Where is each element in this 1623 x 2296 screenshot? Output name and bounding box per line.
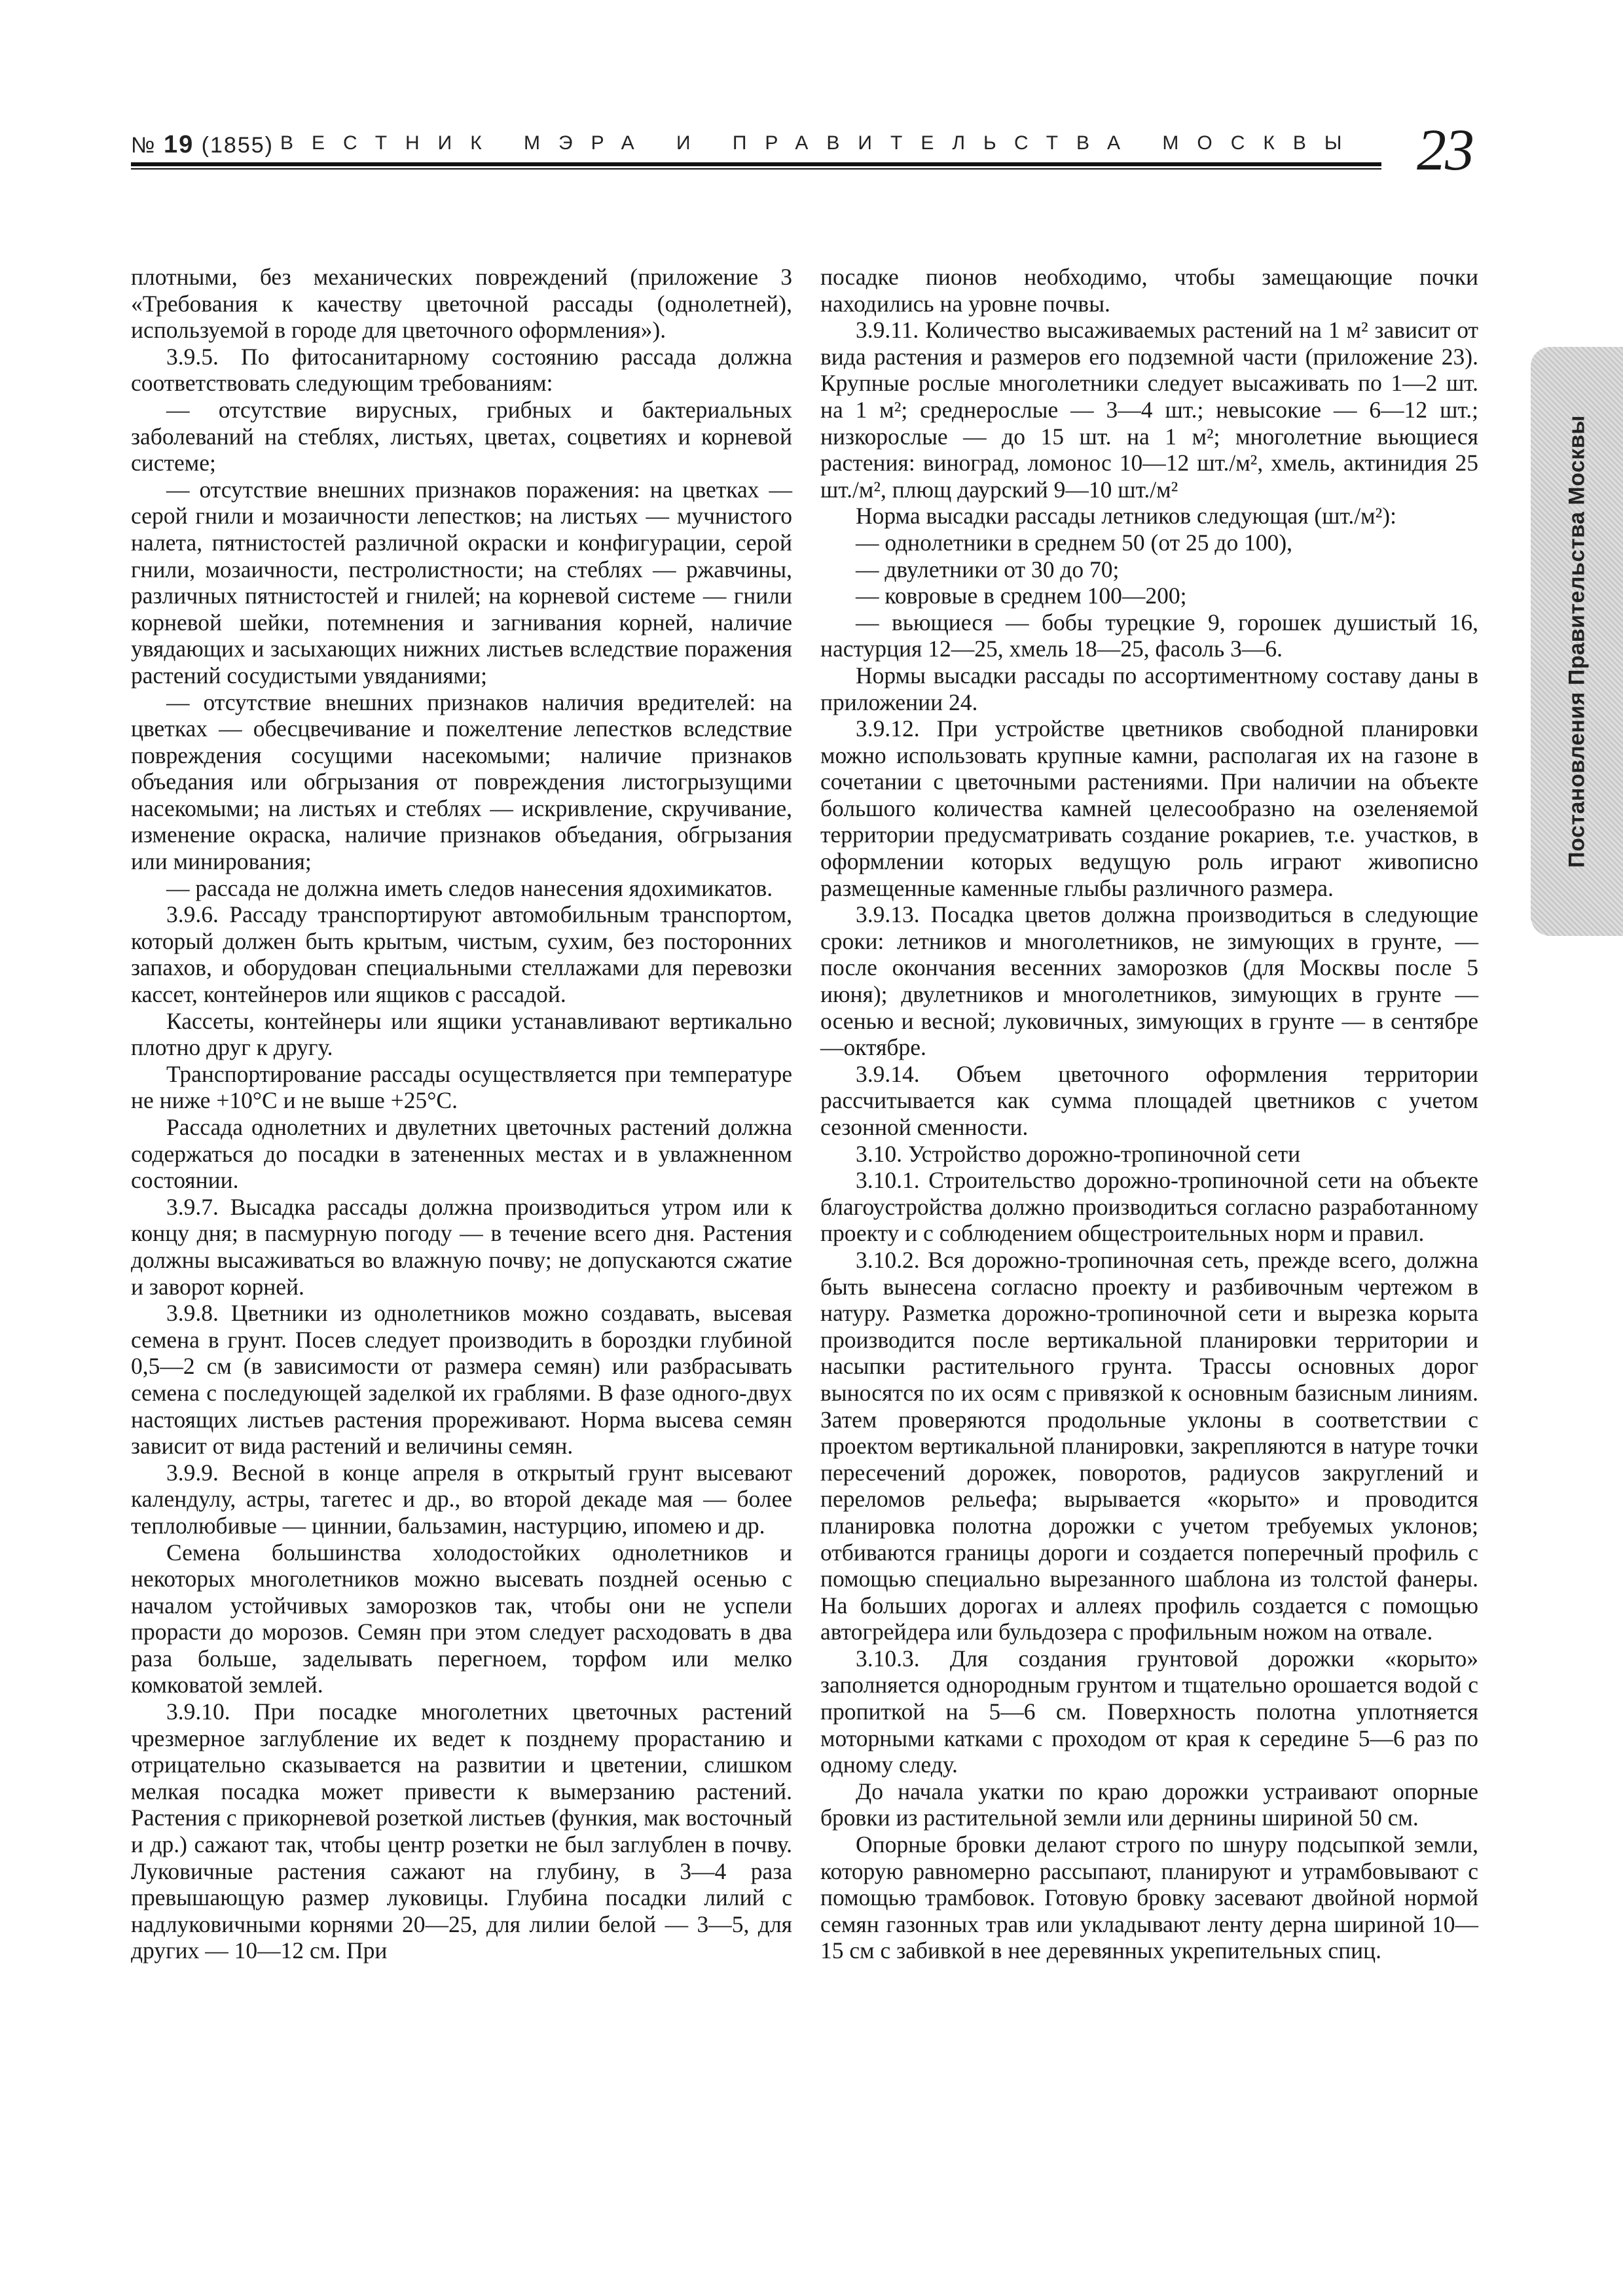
paragraph: — отсутствие вирусных, грибных и бактериальных заболеваний на стеблях, листьях, цветах, соцветиях и корневой системе; bbox=[131, 396, 792, 476]
paragraph: 3.10. Устройство дорожно-тропиночной сети bbox=[856, 1140, 1301, 1167]
paragraph: 3.9.5. По фитосанитарному состоянию рассада должна соответствовать следующим требованиям: bbox=[131, 343, 792, 397]
paragraph: Норма высадки рассады летников следующая (шт./м²): bbox=[856, 503, 1396, 529]
paragraph: 3.10.1. Строительство дорожно-тропиночной сети на объекте благоустройства должно производиться согласно разработанному проекту и с соблюдением общестроительных норм и правил. bbox=[820, 1167, 1478, 1247]
left-column bbox=[131, 264, 792, 1964]
paragraph: 3.10.3. Для создания грунтовой дорожки «корыто» заполняется однородным грунтом и тщательно орошается водой с пропиткой на 5—6 см. Поверхность полотна уплотняется моторными катками с проходом от края к середине 5—6 раз по одному следу. bbox=[820, 1645, 1478, 1778]
paragraph: Транспортирование рассады осуществляется при температуре не ниже +10°С и не выше +25°С. bbox=[131, 1060, 792, 1114]
paragraph: — двулетники от 30 до 70; bbox=[856, 556, 1120, 583]
section-tab bbox=[1531, 347, 1623, 936]
paragraph: 3.9.10. При посадке многолетних цветочных растений чрезмерное заглубление их ведет к позднему прорастанию и отрицательно сказывается на развитии и цветении, слишком мелкая посадка может привести к вымерзанию растений. Растения с прикорневой розеткой листьев (функия, мак восточный и др.) сажают так, чтобы центр розетки не был заглублен в почву. Луковичные растения сажают на глубину, в 3—4 раза превышающую размер луковицы. Глубина посадки лилий с надлуковичными корнями 20—25, для лилии белой — 3—5, для других — 10—12 см. При bbox=[131, 1698, 792, 1964]
issue-total: (1855) bbox=[201, 133, 274, 158]
section-tab-label: Постановления Правительства Москвы bbox=[1564, 415, 1589, 868]
paragraph: 3.9.12. При устройстве цветников свободной планировки можно использовать крупные камни, располагая их на газоне в сочетании с цветочными растениями. При наличии на объекте большого количества камней целесообразно на озеленяемой территории предусматривать создание рокариев, т.е. участков, в оформлении которых ведущую роль играют живописно размещенные каменные глыбы различного размера. bbox=[820, 715, 1478, 901]
paragraph: посадке пионов необходимо, чтобы замещающие почки находились на уровне почвы. bbox=[820, 264, 1478, 317]
header-rule bbox=[131, 162, 1381, 170]
paragraph: Опорные бровки делают строго по шнуру подсыпкой земли, которую равномерно рассыпают, планируют и утрамбовывают с помощью трамбовок. Готовую бровку засевают двойной нормой семян газонных трав или укладывают ленту дерна шириной 10—15 см с забивкой в нее деревянных укрепительных спиц. bbox=[820, 1831, 1478, 1964]
page-number: 23 bbox=[1417, 118, 1473, 183]
paragraph: Семена большинства холодостойких однолетников и некоторых многолетников можно высевать поздней осенью с началом устойчивых заморозков так, чтобы они не успели прорасти до морозов. Семян при этом следует расходовать в два раза больше, заделывать перегноем, торфом или мелко комковатой землей. bbox=[131, 1539, 792, 1698]
paragraph: 3.10.2. Вся дорожно-тропиночная сеть, прежде всего, должна быть вынесена согласно проекту и разбивочным чертежом в натуру. Разметка дорожно-тропиночной сети и вырезка корыта производится после вертикальной планировки территории и насыпки растительного грунта. Трассы основных дорог выносятся по их осям с привязкой к основным базисным линиям. Затем проверяются продольные уклоны в соответствии с проектом вертикальной планировки, закрепляются в натуре точки пересечений дорожек, поворотов, радиусов закруглений и переломов рельефа; вырывается «корыто» и проводится планировка полотна дорожки с учетом требуемых уклонов; отбиваются границы дороги и создается поперечный профиль с помощью специально вырезанного шаблона из толстой фанеры. На больших дорогах и аллеях профиль создается с помощью автогрейдера или бульдозера с профильным ножом на отвале. bbox=[820, 1246, 1478, 1645]
paragraph: 3.9.11. Количество высаживаемых растений на 1 м² зависит от вида растения и размеров его подземной части (приложение 23). Крупные рослые многолетники следует высаживать по 1—2 шт. на 1 м²; среднерослые — 3—4 шт.; невысокие — 6—12 шт.; низкорослые — до 15 шт. на 1 м²; многолетние вьющиеся растения: виноград, ломонос 10—12 шт./м², хмель, актинидия 25 шт./м², плющ даурский 9—10 шт./м² bbox=[820, 317, 1478, 503]
paragraph: 3.9.8. Цветники из однолетников можно создавать, высевая семена в грунт. Посев следует производить в бороздки глубиной 0,5—2 см (в зависимости от размера семян) или разбрасывать семена с последующей заделкой их граблями. В фазе одного-двух настоящих листьев растения прореживают. Норма высева семян зависит от вида растений и величины семян. bbox=[131, 1300, 792, 1460]
paragraph: До начала укатки по краю дорожки устраивают опорные бровки из растительной земли или дернины шириной 50 см. bbox=[820, 1778, 1478, 1831]
paragraph: плотными, без механических повреждений (приложение 3 «Требования к качеству цветочной рассады (однолетней), используемой в городе для цветочного оформления»). bbox=[131, 264, 792, 344]
issue-number-value: 19 bbox=[163, 131, 194, 158]
paragraph: Кассеты, контейнеры или ящики устанавливают вертикально плотно друг к другу. bbox=[131, 1007, 792, 1061]
paragraph: 3.9.6. Рассаду транспортируют автомобильным транспортом, который должен быть крытым, чистым, сухим, без посторонних запахов, и оборудован специальными стеллажами для перевозки кассет, контейнеров или ящиков с рассадой. bbox=[131, 901, 792, 1008]
issue-prefix: № bbox=[131, 133, 156, 158]
paragraph: 3.9.9. Весной в конце апреля в открытый грунт высевают календулу, астры, тагетес и др., во второй декаде мая — более теплолюбивые — циннии, бальзамин, настурцию, ипомею и др. bbox=[131, 1459, 792, 1539]
paragraph: Рассада однолетних и двулетних цветочных растений должна содержаться до посадки в затененных местах и в увлажненном состоянии. bbox=[131, 1114, 792, 1194]
issue-number bbox=[131, 131, 274, 159]
paragraph: — вьющиеся — бобы турецкие 9, горошек душистый 16, настурция 12—25, хмель 18—25, фасоль 3—6. bbox=[820, 609, 1478, 662]
right-column bbox=[820, 264, 1478, 1964]
paragraph: 3.9.7. Высадка рассады должна производиться утром или к концу дня; в пасмурную погоду — в течение всего дня. Растения должны высаживаться во влажную почву; не допускаются сжатие и заворот корней. bbox=[131, 1193, 792, 1300]
paragraph: — рассада не должна иметь следов нанесения ядохимикатов. bbox=[166, 874, 773, 901]
paragraph: — однолетники в среднем 50 (от 25 до 100), bbox=[856, 529, 1293, 556]
paragraph: — отсутствие внешних признаков поражения: на цветках — серой гнили и мозаичности лепестков; на листьях — мучнистого налета, пятнистостей различной окраски и конфигурации, серой гнили, мозаичности, пестролистности; на стеблях — ржавчины, различных пятнистостей и гнилей; на корневой системе — гнили корневой шейки, потемнения и загнивания корней, наличие увядающих и засыхающих нижних листьев вследствие поражения растений сосудистыми увяданиями; bbox=[131, 476, 792, 689]
page-header bbox=[131, 118, 1473, 183]
paragraph: Нормы высадки рассады по ассортиментному составу даны в приложении 24. bbox=[820, 662, 1478, 715]
paragraph: — ковровые в среднем 100—200; bbox=[856, 583, 1187, 609]
paragraph: 3.9.14. Объем цветочного оформления территории рассчитывается как сумма площадей цветников с учетом сезонной сменности. bbox=[820, 1060, 1478, 1140]
paragraph: — отсутствие внешних признаков наличия вредителей: на цветках — обесцвечивание и пожелтение лепестков вследствие повреждения сосущими насекомыми; наличие признаков объедания или обгрызания от повреждения листогрызущими насекомыми; на листьях и стеблях — искривление, скручивание, изменение окраска, наличие признаков объедания, обгрызания или минирования; bbox=[131, 689, 792, 875]
paragraph: 3.9.13. Посадка цветов должна производиться в следующие сроки: летников и многолетников, не зимующих в грунте, — после окончания весенних заморозков (для Москвы после 5 июня); двулетников и многолетников, зимующих в грунте — осенью и весной; луковичных, зимующих в грунте — в сентябре—октябре. bbox=[820, 901, 1478, 1061]
journal-title: ВЕСТНИК МЭРА И ПРАВИТЕЛЬСТВА МОСКВЫ bbox=[280, 132, 1360, 154]
